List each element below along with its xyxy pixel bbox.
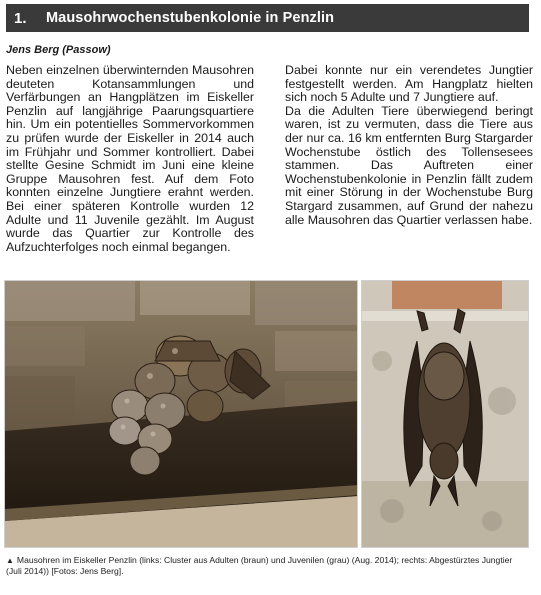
section-header [6,4,529,32]
section-title: Mausohrwochenstubenkolonie in Penzlin [46,10,335,26]
paragraph-1-continued: Dabei konnte nur ein verendetes Jungtier festgestellt werden. Am Hangplatz hielten sich noch 5 Adulte und 7 Jungtiere auf. [285,63,533,105]
text-column-right [285,64,533,227]
caption-text: Mausohren im Eiskeller Penzlin (links: Cluster aus Adulten (braun) und Juvenilen (grau) (Aug. 2014); rechts: Abgestürztes Jungtier (Juli 2014)) [Fotos: Jens Berg]. [6,555,513,576]
bat-cluster-image [5,281,358,548]
fallen-juvenile-bat-photo [361,280,529,548]
text-column-left [6,64,254,254]
paragraph-1: Neben einzelnen überwinternden Mausohren deuteten Kotansammlungen und Verfärbungen an Hangplätzen im Eiskeller Penzlin auf langjährige Paarungsquartiere hin. Um ein potentielles Sommervorkommen zu prüfen wurde der Eiskeller in 2014 auch im Frühjahr und Sommer kontrolliert. Dabei stellte Gesine Schmidt im Juni eine kleine Gruppe Mausohren fest. Auf dem Foto konnten einzelne Jungtiere erahnt werden. Bei einer späteren Kontrolle wurden 12 Adulte und 11 Juvenile gezählt. Im August wurde das Quartier zur Kontrolle des Aufzuchterfolges noch einmal begangen. [6,63,254,254]
paragraph-2: Da die Adulten Tiere überwiegend beringt waren, ist zu vermuten, dass die Tiere aus der nur ca. 16 km entfernten Burg Stargarder Wochenstube östlich des Tollensesees stammen. Das Auftreten einer Wochenstubenkolonie in Penzlin fällt zudem mit einer Störung in der Wochenstube Burg Stargard zusammen, auf Grund der nahezu alle Mausohren das Quartier verlassen habe. [285,103,533,227]
author-line: Jens Berg (Passow) [6,44,111,56]
figure-caption [6,555,528,577]
bat-cluster-photo [4,280,358,548]
fallen-bat-image [362,281,529,548]
section-number: 1. [14,9,27,27]
triangle-marker-icon: ▲ [6,556,14,565]
